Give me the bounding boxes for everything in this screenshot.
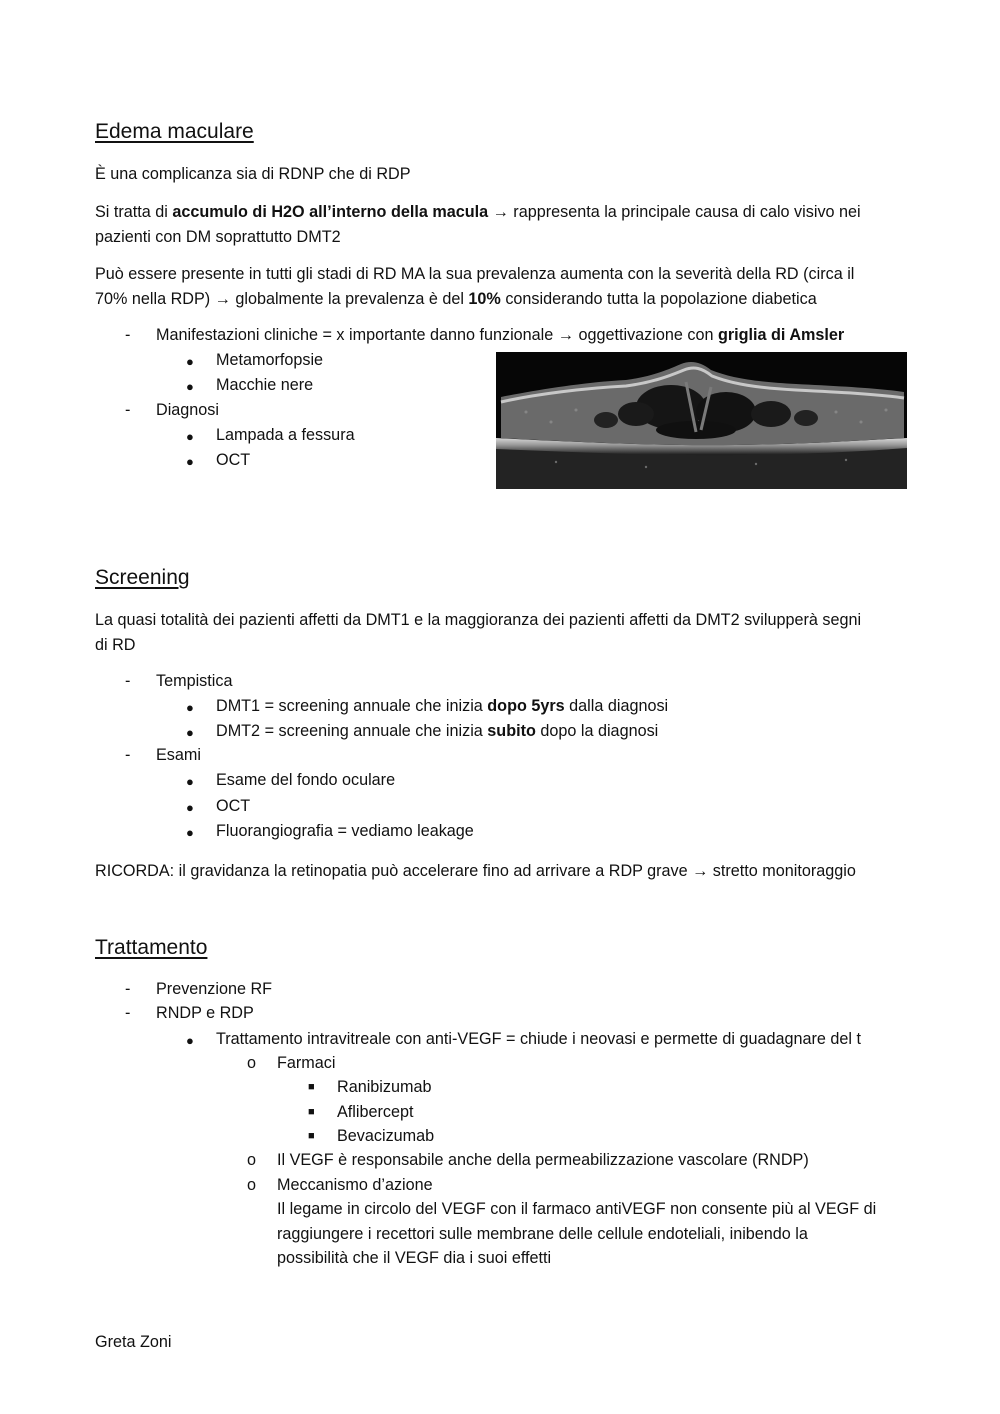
bullet-marker: ● (186, 1033, 194, 1048)
paragraph-screening-line2: di RD (95, 636, 136, 654)
bullet-marker: ● (186, 774, 194, 789)
list-item-esami: Esami (156, 746, 201, 764)
list-item-dmt2 (216, 722, 658, 741)
bullet-marker: ● (186, 429, 194, 444)
dash-marker: - (125, 326, 131, 344)
list-item-oct: OCT (216, 797, 251, 815)
list-item-oct: OCT (216, 451, 251, 469)
text: DMT2 = screening annuale che inizia (216, 722, 488, 740)
dash-marker: - (125, 672, 131, 690)
list-item-prevenzione: Prevenzione RF (156, 980, 273, 998)
note-ricorda: RICORDA: il gravidanza la retinopatia può accelerare fino ad arrivare a RDP grave → stretto monitoraggio (95, 862, 856, 880)
list-item-manifestazioni (156, 326, 844, 345)
list-item-ranibizumab: Ranibizumab (337, 1078, 432, 1096)
circle-marker: o (247, 1176, 257, 1194)
list-item-aflibercept: Aflibercept (337, 1103, 414, 1121)
list-item-lampada: Lampada a fessura (216, 426, 355, 444)
text: 70% nella RDP) → globalmente la prevalenza è del (95, 290, 469, 308)
section-title-edema: Edema maculare (95, 120, 254, 143)
list-item-rndp-rdp: RNDP e RDP (156, 1004, 254, 1022)
list-item-dmt1 (216, 697, 668, 716)
section-title-screening: Screening (95, 566, 190, 589)
bullet-marker: ● (186, 725, 194, 740)
bold-text: subito (487, 722, 536, 740)
paragraph-screening-line1: La quasi totalità dei pazienti affetti da DMT1 e la maggioranza dei pazienti affetti da DMT2 svilupperà segni (95, 611, 862, 629)
text: DMT1 = screening annuale che inizia (216, 697, 488, 715)
square-marker: ■ (308, 1106, 315, 1118)
footer-author: Greta Zoni (95, 1333, 172, 1351)
dash-marker: - (125, 401, 131, 419)
bold-text: dopo 5yrs (487, 697, 565, 715)
square-marker: ■ (308, 1130, 315, 1142)
section-title-trattamento: Trattamento (95, 936, 208, 959)
dash-marker: - (125, 746, 131, 764)
list-item-fondo-oculare: Esame del fondo oculare (216, 771, 396, 789)
bullet-marker: ● (186, 800, 194, 815)
text: dalla diagnosi (564, 697, 669, 715)
meccanismo-text-line3: possibilità che il VEGF dia i suoi effetti (277, 1249, 552, 1267)
text: → rappresenta la principale causa di calo visivo nei (488, 203, 861, 221)
list-item-vegf-permeabilizzazione: Il VEGF è responsabile anche della permeabilizzazione vascolare (RNDP) (277, 1151, 809, 1169)
text: Si tratta di (95, 203, 173, 221)
list-item-bevacizumab: Bevacizumab (337, 1127, 435, 1145)
paragraph-definizione-line1 (95, 200, 861, 225)
meccanismo-text-line2: raggiungere i recettori sulle membrane delle cellule endoteliali, inibendo la (277, 1225, 808, 1243)
text: Manifestazioni cliniche = x importante danno funzionale → oggettivazione con (156, 326, 718, 344)
text: considerando tutta la popolazione diabetica (500, 290, 817, 308)
circle-marker: o (247, 1151, 257, 1169)
bullet-marker: ● (186, 379, 194, 394)
list-item-metamorfopsie: Metamorfopsie (216, 351, 324, 369)
oct-scan-image (496, 352, 907, 489)
bullet-marker: ● (186, 454, 194, 469)
dash-marker: - (125, 980, 131, 998)
paragraph-definizione-line2: pazienti con DM soprattutto DMT2 (95, 228, 341, 246)
bold-text: griglia di Amsler (717, 326, 845, 344)
paragraph-prevalenza-line1: Può essere presente in tutti gli stadi di RD MA la sua prevalenza aumenta con la severità della RD (circa il (95, 265, 855, 283)
list-item-meccanismo: Meccanismo d’azione (277, 1176, 433, 1194)
square-marker: ■ (308, 1081, 315, 1093)
bold-text: 10% (468, 290, 501, 308)
list-item-tempistica: Tempistica (156, 672, 233, 690)
meccanismo-text-line1: Il legame in circolo del VEGF con il farmaco antiVEGF non consente più al VEGF di (277, 1200, 877, 1218)
text: dopo la diagnosi (535, 722, 659, 740)
paragraph-prevalenza-line2 (95, 287, 817, 312)
list-item-trattamento-intravitreale: Trattamento intravitreale con anti-VEGF = chiude i neovasi e permette di guadagnare del t (216, 1030, 862, 1048)
bullet-marker: ● (186, 700, 194, 715)
list-item-farmaci: Farmaci (277, 1054, 336, 1072)
bold-text: accumulo di H2O all’interno della macula (172, 203, 489, 221)
paragraph-complicanza: È una complicanza sia di RDNP che di RDP (95, 165, 411, 183)
bullet-marker: ● (186, 825, 194, 840)
bullet-marker: ● (186, 354, 194, 369)
dash-marker: - (125, 1004, 131, 1022)
list-item-fluorangiografia: Fluorangiografia = vediamo leakage (216, 822, 474, 840)
oct-scan-graphic (496, 352, 907, 489)
circle-marker: o (247, 1054, 257, 1072)
list-item-diagnosi: Diagnosi (156, 401, 219, 419)
list-item-macchie-nere: Macchie nere (216, 376, 314, 394)
